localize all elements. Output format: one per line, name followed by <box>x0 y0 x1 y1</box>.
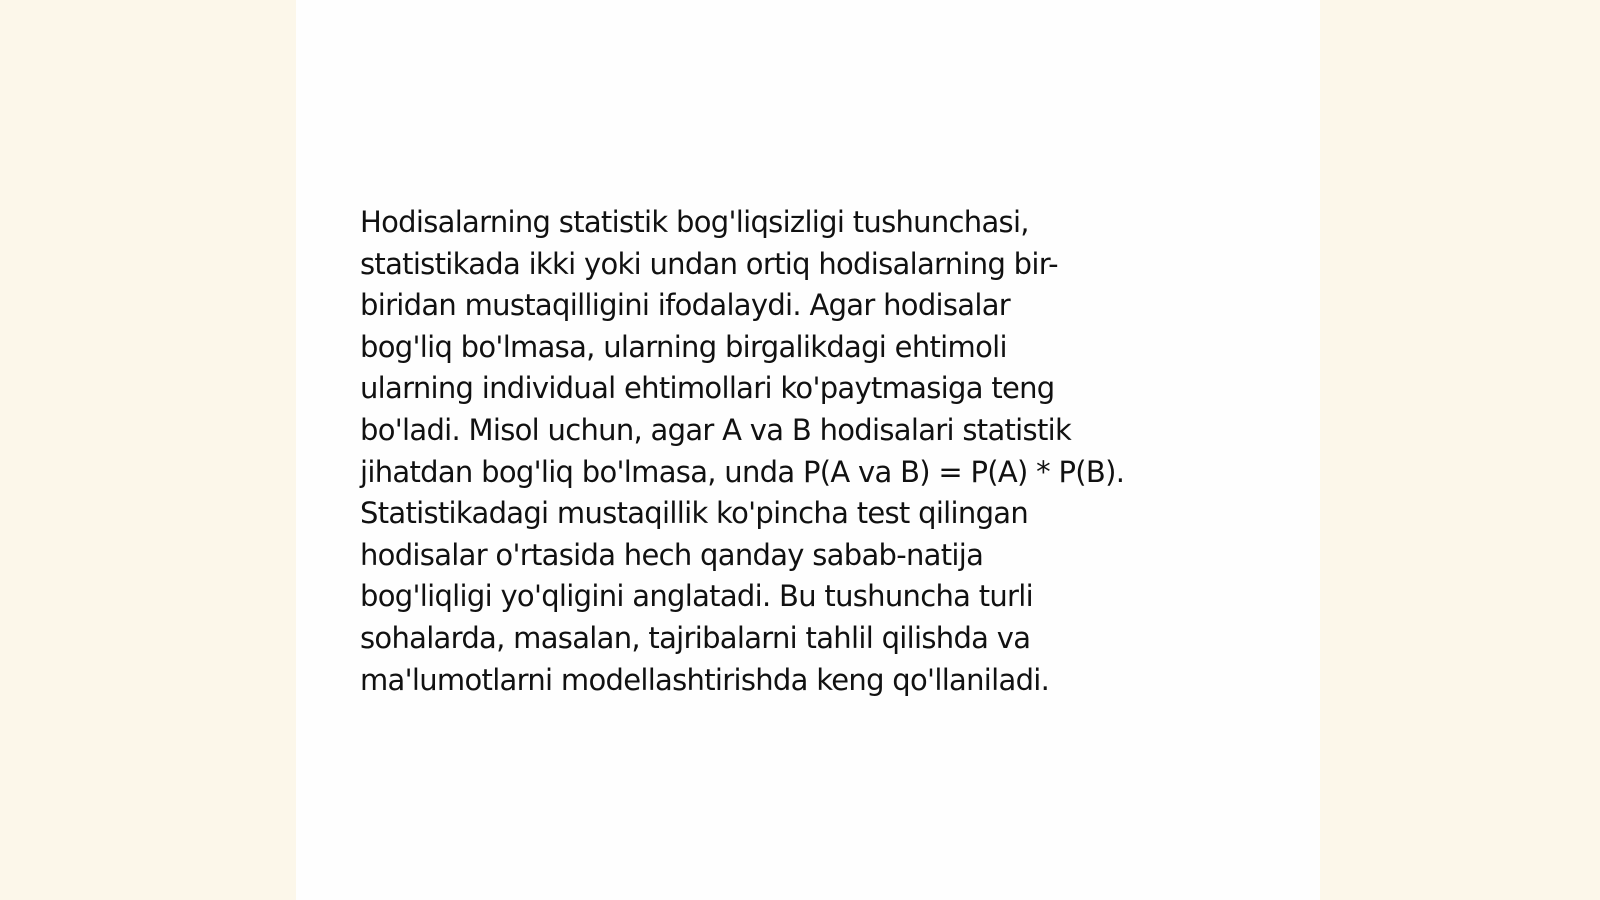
body-paragraph: Hodisalarning statistik bog'liqsizligi tushunchasi, statistikada ikki yoki undan ortiq hodisalarning bir- biridan mustaqilligini ifodalaydi. Agar hodisalar bog'liq bo'lmasa, ularning birgalikdagi ehtimoli ularning individual ehtimollari ko'paytmasiga teng bo'ladi. Misol uchun, agar A va B hodisalari statistik jihatdan bog'liq bo'lmasa, unda P(A va B) = P(A) * P(B). Statistikadagi mustaqillik ko'pincha test qilingan hodisalar o'rtasida hech qanday sabab-natija bog'liqligi yo'qligini anglatadi. Bu tushuncha turli sohalarda, masalan, tajribalarni tahlil qilishda va ma'lumotlarni modellashtirishda keng qo'llaniladi. <box>360 205 1125 697</box>
right-margin-background <box>1320 0 1600 900</box>
left-margin-background <box>0 0 296 900</box>
document-page <box>296 0 1320 900</box>
